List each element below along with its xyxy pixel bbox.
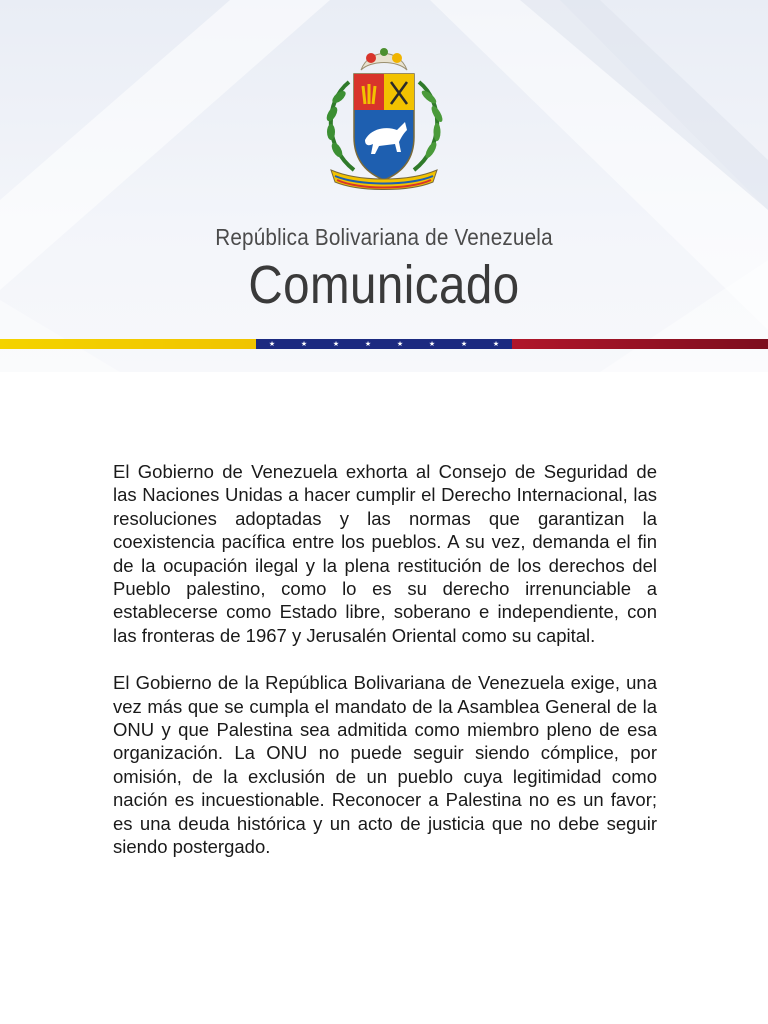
star-icon: ★ (492, 341, 500, 348)
venezuela-coat-of-arms-icon (309, 42, 459, 200)
flag-stripe-blue (256, 339, 512, 349)
flag-stripe-red (512, 339, 768, 349)
star-icon: ★ (268, 341, 276, 348)
flag-stripe (0, 339, 768, 349)
flag-stripe-yellow (0, 339, 256, 349)
star-icon: ★ (300, 341, 308, 348)
star-icon: ★ (428, 341, 436, 348)
star-icon: ★ (364, 341, 372, 348)
page-title: Comunicado (248, 255, 520, 315)
paragraph-1: El Gobierno de Venezuela exhorta al Consejo de Seguridad de las Naciones Unidas a hacer cumplir el Derecho Internacional, las resoluciones adoptadas y las normas que garantizan la coexistencia pacífica entre los pueblos. A su vez, demanda el fin de la ocupación ilegal y la plena restitución de los derechos del Pueblo palestino, como lo es su derecho irrenunciable a establecerse como Estado libre, soberano e independiente, con las fronteras de 1967 y Jerusalén Oriental como su capital. (113, 461, 657, 646)
header-banner (0, 0, 768, 372)
star-icon: ★ (460, 341, 468, 348)
star-icon: ★ (396, 341, 404, 348)
communique-body (113, 460, 657, 883)
paragraph-2: El Gobierno de la República Bolivariana de Venezuela exige, una vez más que se cumpla el mandato de la Asamblea General de la ONU y que Palestina sea admitida como miembro pleno de esa organización. La ONU no puede seguir siendo cómplice, por omisión, de la exclusión de un pueblo cuya legitimidad como nación es incuestionable. Reconocer a Palestina no es un favor; es una deuda histórica y un acto de justicia que no debe seguir siendo postergado. (113, 672, 657, 858)
star-icon: ★ (332, 341, 340, 348)
republic-name: República Bolivariana de Venezuela (215, 224, 553, 250)
